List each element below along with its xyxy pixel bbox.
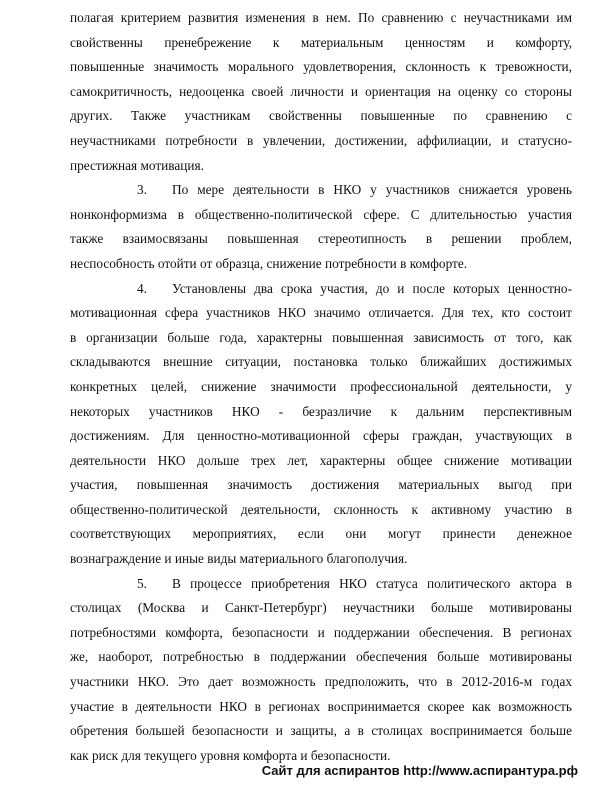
site-footer-watermark: Сайт для аспирантов http://www.аспирантура.рф [261,763,578,778]
text-line: участия, повышенная значимость достижения материальных выгод при [70,477,572,493]
text-line: общественно-политической деятельности, склонность к активному участию в [70,501,572,517]
text-line-content: Установлены два срока участия, до и после которых ценностно- [172,280,572,296]
text-line: деятельности НКО дольше трех лет, характерны общее снижение мотивации [70,452,572,468]
text-line: нонконформизма в общественно-политической сфере. С длительностью участия [70,206,572,222]
text-line: же, наоборот, потребностью в поддержании обеспечения больше мотивированы [70,649,572,665]
text-line: вознаграждение и иные виды материального благополучия. [70,551,408,567]
text-line: свойственны пренебрежение к материальным ценностям и комфорту, [70,34,572,50]
text-line: самокритичность, недооценка своей личности и ориентация на оценку со стороны [70,83,572,99]
text-line [70,178,572,203]
paragraph-number: 5. [137,575,147,591]
text-line: соответствующих мероприятиях, если они могут принести денежное [70,526,572,542]
paragraph-3 [70,178,572,276]
text-line: участие в деятельности НКО в регионах воспринимается скорее как возможность [70,698,572,714]
text-line: столицах (Москва и Санкт-Петербург) неучастники больше мотивированы [70,600,572,616]
text-line: некоторых участников НКО - безразличие к дальним перспективным [70,403,572,419]
paragraph-number: 3. [137,182,147,198]
text-line: неучастниками потребности в увлечении, достижении, аффилиации, и статусно- [70,132,572,148]
text-line: повышенные значимость морального удовлетворения, склонность к тревожности, [70,59,572,75]
document-page [70,6,572,768]
text-line: конкретных целей, снижение значимости профессиональной деятельности, у [70,378,572,394]
text-line: мотивационная сфера участников НКО значимо отличается. Для тех, кто состоит [70,305,572,321]
text-line: участники НКО. Это дает возможность предположить, что в 2012-2016-м годах [70,674,572,690]
text-line: неспособность отойти от образца, снижение потребности в комфорте. [70,255,468,271]
text-line-content: В процессе приобретения НКО статуса политического актора в [172,575,572,591]
text-line: престижная мотивация. [70,157,204,173]
text-line: как риск для текущего уровня комфорта и безопасности. [70,747,391,763]
text-line: других. Также участникам свойственны повышенные по сравнению с [70,108,572,124]
text-line: в организации больше года, характерны повышенная зависимость от того, как [70,329,572,345]
paragraph-5 [70,572,572,769]
text-line: достижениям. Для ценностно-мотивационной сферы граждан, участвующих в [70,428,572,444]
text-line: потребностями комфорта, безопасности и поддержании обеспечения. В регионах [70,624,572,640]
text-line [70,277,572,302]
paragraph-4 [70,277,572,572]
text-line: обретения большей безопасности и защиты, а в столицах воспринимается больше [70,723,572,739]
paragraph-number: 4. [137,280,147,296]
text-line: полагая критерием развития изменения в нем. По сравнению с неучастниками им [70,10,572,25]
text-line: также взаимосвязаны повышенная стереотипность в решении проблем, [70,231,572,247]
text-line-content: По мере деятельности в НКО у участников снижается уровень [172,182,572,198]
text-line: складываются внешние ситуации, постановка только ближайших достижимых [70,354,572,370]
text-line [70,572,572,597]
paragraph-continuation [70,6,572,178]
